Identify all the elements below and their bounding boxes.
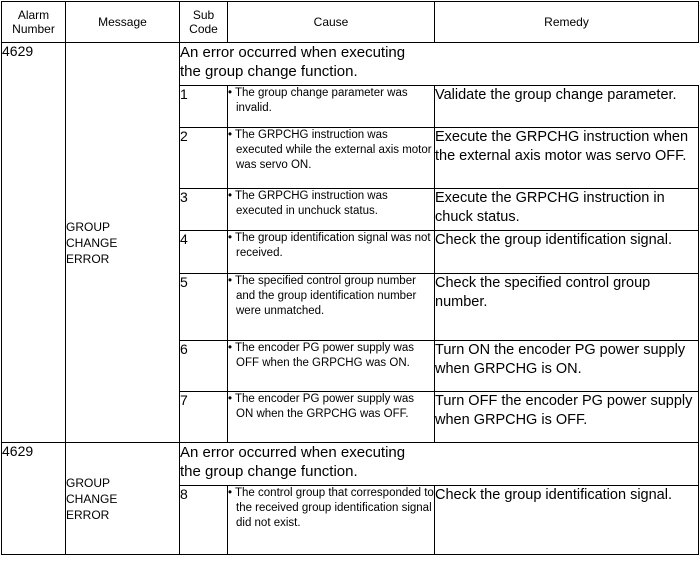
cause-cell: • The specified control group number and the group identification number were unmatched. <box>228 274 435 341</box>
remedy-cell: Turn ON the encoder PG power supply when GRPCHG is ON. <box>435 341 699 392</box>
remedy-cell: Validate the group change parameter. <box>435 86 699 128</box>
cause-cell: • The control group that corresponded to the received group identification signal did not exist. <box>228 486 435 555</box>
remedy-cell: Execute the GRPCHG instruction in chuck status. <box>435 189 699 231</box>
alarm-number: 4629 <box>2 443 66 555</box>
alarm-number-header: Alarm Number <box>2 2 66 43</box>
group-header-row <box>2 43 699 86</box>
sub-code: 4 <box>180 231 228 274</box>
message-header: Message <box>66 2 180 43</box>
remedy-header: Remedy <box>435 2 699 43</box>
sub-code: 6 <box>180 341 228 392</box>
cause-cell: • The encoder PG power supply was ON when the GRPCHG was OFF. <box>228 392 435 443</box>
group-header-row <box>2 443 699 486</box>
sub-code: 5 <box>180 274 228 341</box>
alarm-message: GROUP CHANGE ERROR <box>66 443 180 555</box>
remedy-cell: Execute the GRPCHG instruction when the external axis motor was servo OFF. <box>435 128 699 189</box>
header-row <box>2 2 699 43</box>
alarm-table <box>1 1 699 555</box>
alarm-message: GROUP CHANGE ERROR <box>66 43 180 443</box>
sub-code: 7 <box>180 392 228 443</box>
cause-cell: • The group identification signal was not received. <box>228 231 435 274</box>
group-description: An error occurred when executing the group change function. <box>180 43 699 86</box>
sub-code: 2 <box>180 128 228 189</box>
cause-cell: • The GRPCHG instruction was executed in unchuck status. <box>228 189 435 231</box>
remedy-cell: Check the group identification signal. <box>435 486 699 555</box>
sub-code: 8 <box>180 486 228 555</box>
cause-header: Cause <box>228 2 435 43</box>
alarm-number: 4629 <box>2 43 66 443</box>
remedy-cell: Turn OFF the encoder PG power supply when GRPCHG is OFF. <box>435 392 699 443</box>
cause-cell: • The GRPCHG instruction was executed while the external axis motor was servo ON. <box>228 128 435 189</box>
sub-code: 1 <box>180 86 228 128</box>
cause-cell: • The group change parameter was invalid. <box>228 86 435 128</box>
sub-code-header: Sub Code <box>180 2 228 43</box>
remedy-cell: Check the specified control group number. <box>435 274 699 341</box>
group-description: An error occurred when executing the group change function. <box>180 443 699 486</box>
cause-cell: • The encoder PG power supply was OFF when the GRPCHG was ON. <box>228 341 435 392</box>
sub-code: 3 <box>180 189 228 231</box>
remedy-cell: Check the group identification signal. <box>435 231 699 274</box>
